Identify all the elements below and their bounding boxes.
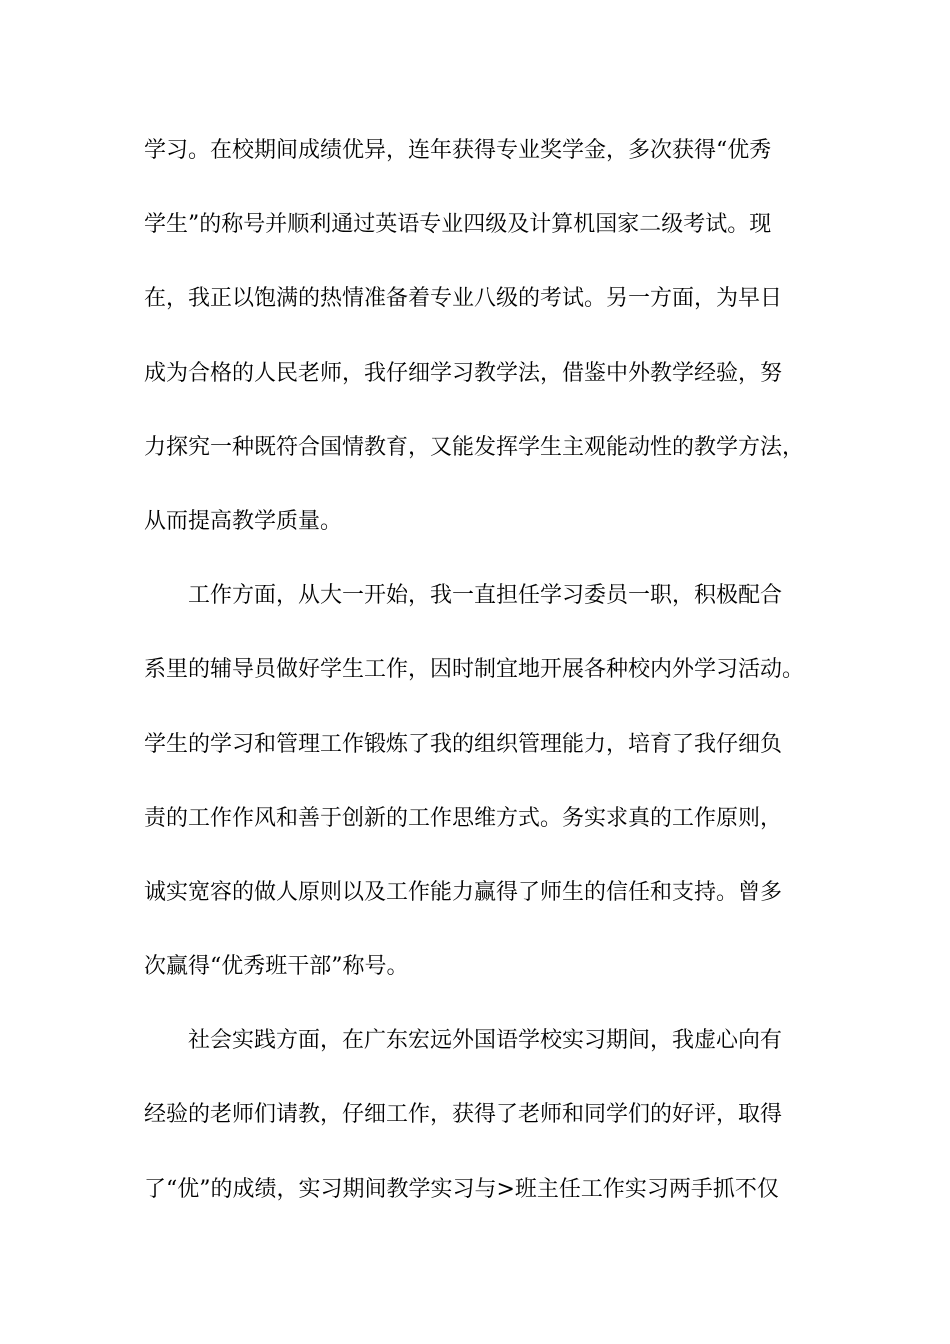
text-line: 力探究一种既符合国情教育，又能发挥学生主观能动性的教学方法， (144, 434, 805, 460)
paragraph-start-line: 工作方面，从大一开始，我一直担任学习委员一职，积极配合 (188, 583, 783, 609)
text-line: 次赢得“优秀班干部”称号。 (144, 954, 409, 980)
text-line: 经验的老师们请教，仔细工作，获得了老师和同学们的好评，取得 (144, 1102, 783, 1128)
text-line: 了“优”的成绩，实习期间教学实习与>班主任工作实习两手抓不仅 (144, 1176, 779, 1202)
text-line: 学生”的称号并顺利通过英语专业四级及计算机国家二级考试。现 (144, 212, 772, 238)
text-line: 系里的辅导员做好学生工作，因时制宜地开展各种校内外学习活动。 (144, 657, 805, 683)
text-line: 学习。在校期间成绩优异，连年获得专业奖学金，多次获得“优秀 (144, 138, 772, 163)
text-line: 学生的学习和管理工作锻炼了我的组织管理能力，培育了我仔细负 (144, 731, 783, 757)
document-body (144, 128, 834, 1241)
text-line: 责的工作作风和善于创新的工作思维方式。务实求真的工作原则， (144, 805, 783, 831)
text-line: 从而提高教学质量。 (144, 508, 343, 534)
text-line: 诚实宽容的做人原则以及工作能力赢得了师生的信任和支持。曾多 (144, 879, 783, 905)
text-line: 成为合格的人民老师，我仔细学习教学法，借鉴中外教学经验，努 (144, 360, 783, 386)
text-line: 在，我正以饱满的热情准备着专业八级的考试。另一方面，为早日 (144, 286, 783, 312)
paragraph-start-line: 社会实践方面，在广东宏远外国语学校实习期间，我虚心向有 (188, 1028, 783, 1054)
